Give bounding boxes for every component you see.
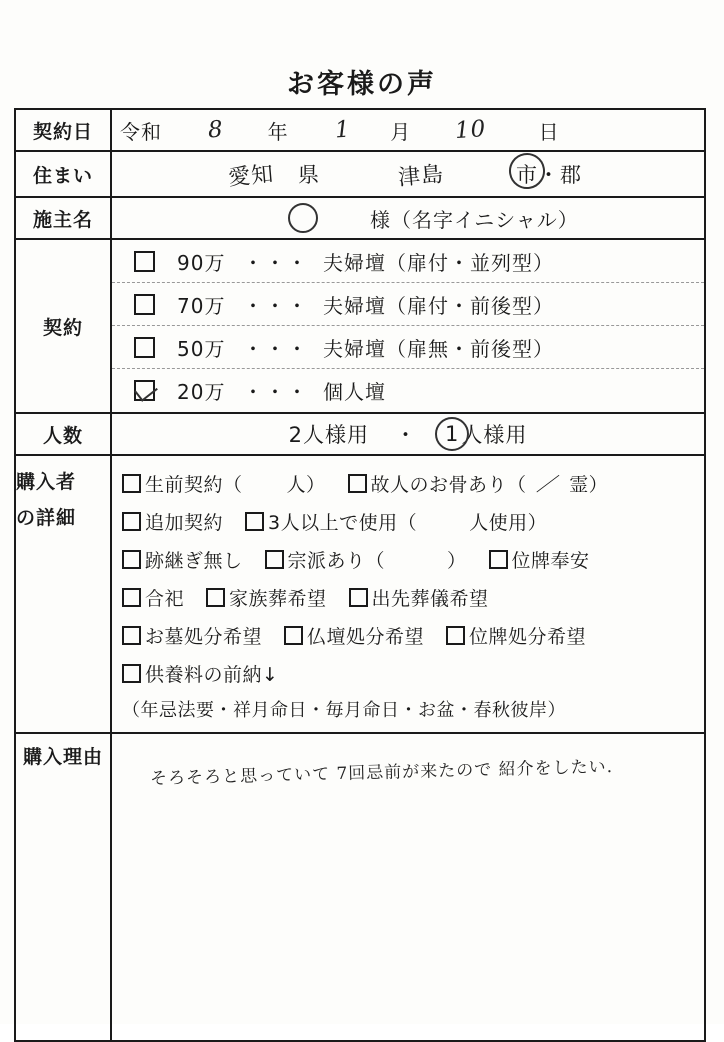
contract-option[interactable]	[112, 326, 704, 369]
people-count-row	[16, 414, 704, 456]
city-unit	[516, 159, 582, 189]
customer-voice-form	[14, 108, 706, 1042]
checkbox-icon[interactable]	[122, 512, 141, 531]
contract-date-row	[16, 110, 704, 152]
detail-option-text: 仏壇処分希望	[307, 625, 425, 648]
detail-option-text: 人使用）	[469, 511, 548, 534]
reason-label: 購入理由	[16, 734, 112, 1040]
contract-date-value[interactable]	[112, 110, 704, 150]
city-unit-text: 市・郡	[516, 163, 583, 187]
contract-option[interactable]	[112, 283, 704, 326]
checkbox-checked-icon[interactable]	[134, 380, 155, 401]
purchaser-details-note: （年忌法要・祥月命日・毎月命日・お盆・春秋彼岸）	[122, 700, 566, 721]
checkbox-icon[interactable]	[134, 337, 155, 358]
checkbox-icon[interactable]	[265, 550, 284, 569]
contract-options	[112, 240, 704, 412]
option-one-people-number[interactable]: 1	[445, 422, 460, 446]
residence-label: 住まい	[16, 152, 112, 196]
purchaser-details-label	[16, 456, 112, 732]
owner-row	[16, 198, 704, 240]
reason-value[interactable]	[112, 734, 704, 1040]
detail-option-text: ）	[447, 549, 467, 572]
option-one-people-rest: 人様用	[461, 423, 528, 447]
detail-option-text: 宗派あり（	[287, 549, 386, 572]
detail-option-text: 追加契約	[145, 511, 224, 534]
owner-suffix: 様（名字イニシャル）	[370, 207, 579, 232]
day-unit: 日	[538, 119, 560, 144]
checkbox-icon[interactable]	[134, 251, 155, 272]
contract-option-text: 夫婦壇（扉付・並列型）	[323, 250, 554, 275]
checkbox-icon[interactable]	[122, 588, 141, 607]
option-separator: ・	[395, 423, 417, 447]
month-unit: 月	[390, 119, 412, 144]
people-count-value[interactable]	[112, 414, 704, 454]
detail-option-text: 家族葬希望	[229, 587, 327, 610]
contract-option[interactable]	[112, 240, 704, 283]
page-title: お客様の声	[287, 69, 437, 100]
checkbox-icon[interactable]	[122, 664, 141, 683]
detail-option-text: 位牌処分希望	[469, 625, 587, 648]
slash-mark: ／	[534, 471, 561, 499]
contract-year-value: 8	[207, 116, 225, 144]
checkbox-icon[interactable]	[245, 512, 264, 531]
detail-line	[122, 578, 704, 616]
purchaser-details-label-line1: 購入者	[16, 471, 77, 493]
contract-option-amount: 50万	[177, 336, 226, 361]
prefecture-unit: 県	[298, 163, 321, 187]
checkbox-icon[interactable]	[122, 626, 141, 645]
reason-handwriting: そろそろと思っていて 7回忌前が来たので 紹介をしたい.	[149, 756, 614, 790]
owner-label: 施主名	[16, 198, 112, 238]
contract-option-amount: 70万	[177, 293, 226, 318]
detail-option-text: 合祀	[145, 587, 185, 610]
contract-row	[16, 240, 704, 414]
detail-option-text: 故人のお骨あり（	[370, 473, 527, 496]
contract-option-dots: ・・・	[243, 380, 309, 404]
detail-option-text: 人）	[286, 473, 326, 496]
detail-option-text: 位牌奉安	[511, 549, 590, 572]
people-count-label: 人数	[16, 414, 112, 454]
detail-option-text: 霊）	[569, 473, 609, 496]
owner-value[interactable]	[112, 198, 704, 238]
purchaser-details-row	[16, 456, 704, 734]
checkbox-icon[interactable]	[489, 550, 508, 569]
purchaser-details-options	[112, 456, 704, 732]
detail-option-text: 出先葬儀希望	[371, 587, 489, 610]
checkbox-icon[interactable]	[122, 550, 141, 569]
checkbox-icon[interactable]	[134, 294, 155, 315]
residence-value[interactable]	[112, 152, 704, 196]
contract-label: 契約	[16, 240, 112, 412]
contract-option-amount: 20万	[177, 380, 226, 404]
contract-option-text: 夫婦壇（扉無・前後型）	[323, 336, 554, 361]
contract-option-text: 個人壇	[323, 380, 386, 404]
contract-option-dots: ・・・	[243, 293, 309, 318]
contract-option-dots: ・・・	[243, 336, 309, 361]
city-value: 津島	[397, 161, 446, 191]
detail-line	[122, 464, 704, 502]
era-label: 令和	[120, 119, 162, 144]
contract-day-value: 10	[454, 115, 488, 145]
owner-initial-circle-icon	[288, 203, 318, 233]
reason-row	[16, 734, 704, 1040]
residence-row	[16, 152, 704, 198]
detail-option-text: 跡継ぎ無し	[145, 549, 243, 572]
contract-option-amount: 90万	[177, 250, 226, 275]
checkbox-icon[interactable]	[122, 474, 141, 493]
detail-option-text: 3人以上で使用（	[268, 511, 418, 534]
detail-option-text: 供養料の前納↓	[145, 663, 279, 686]
checkbox-icon[interactable]	[349, 588, 368, 607]
prefecture-value: 愛知	[227, 161, 276, 191]
contract-option-text: 夫婦壇（扉付・前後型）	[323, 293, 554, 318]
year-unit: 年	[267, 119, 289, 144]
detail-option-text: 生前契約（	[145, 473, 243, 496]
checkbox-icon[interactable]	[206, 588, 225, 607]
option-two-people[interactable]: 2人様用	[288, 423, 369, 447]
detail-line	[122, 654, 704, 692]
detail-option-text: お墓処分希望	[145, 625, 263, 648]
checkbox-icon[interactable]	[284, 626, 303, 645]
checkbox-icon[interactable]	[348, 474, 367, 493]
contract-month-value: 1	[333, 116, 352, 144]
contract-date-label: 契約日	[16, 110, 112, 150]
contract-option-selected[interactable]	[112, 369, 704, 412]
detail-line	[122, 540, 704, 578]
detail-line	[122, 502, 704, 540]
detail-line	[122, 616, 704, 654]
checkbox-icon[interactable]	[446, 626, 465, 645]
purchaser-details-label-line2: の詳細	[16, 507, 77, 530]
contract-option-dots: ・・・	[243, 250, 309, 275]
